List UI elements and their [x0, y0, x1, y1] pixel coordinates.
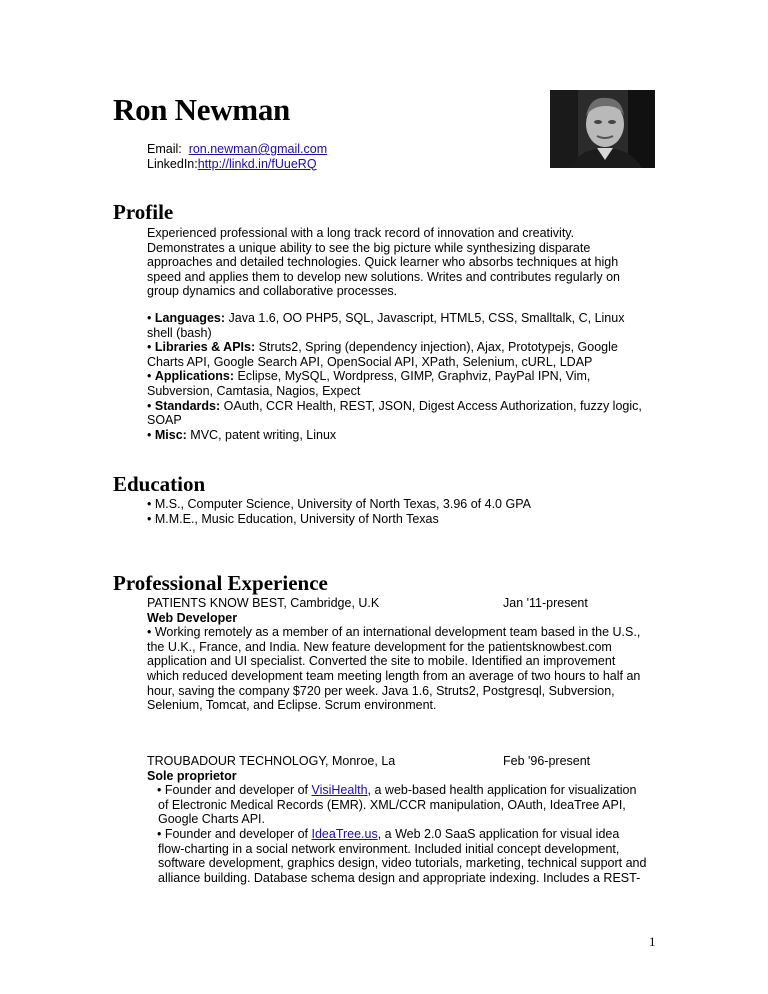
email-link[interactable]: ron.newman@gmail.com [188, 142, 328, 156]
education-item: • M.S., Computer Science, University of North Texas, 3.96 of 4.0 GPA [147, 497, 531, 511]
job-line: software development, graphics design, video tutorials, marketing, technical support and [158, 856, 647, 871]
skill-standards: • Standards: OAuth, CCR Health, REST, JSON, Digest Access Authorization, fuzzy logic, SOAP [147, 398, 642, 428]
email-label: Email: [147, 142, 182, 156]
job-line: the U.K., France, and India. New feature development for the patientsknowbest.com [147, 639, 612, 654]
job-line: which reduced development team meeting length from an average of two hours to half an [147, 668, 641, 683]
job-line: application and UI specialist. Converted the site to mobile. Identified an improvement [147, 654, 616, 669]
job-header [147, 754, 657, 769]
email-line [147, 142, 327, 157]
job-title: Web Developer [147, 610, 238, 625]
profile-section [147, 226, 657, 442]
contact-block [147, 142, 327, 171]
linkedin-link[interactable]: http://linkd.in/fUueRQ [197, 156, 317, 171]
experience-heading: Professional Experience [113, 571, 328, 595]
profile-heading: Profile [113, 200, 174, 224]
job-dates: Feb '96-present [503, 754, 591, 768]
job-line: alliance building. Database schema design and appropriate indexing. Includes a REST- [158, 870, 641, 885]
job-bullet: • Founder and developer of VisiHealth, a web-based health application for visualization [157, 783, 637, 798]
job-line: Google Charts API. [158, 812, 266, 827]
portrait-photo [550, 90, 655, 168]
job-troubadour-technology [147, 754, 657, 885]
summary-line: Demonstrates a unique ability to see the big picture while synthesizing disparate [147, 240, 591, 255]
skill-misc: • Misc: MVC, patent writing, Linux [147, 427, 337, 442]
education-item: • M.M.E., Music Education, University of North Texas [147, 511, 439, 526]
job-company: TROUBADOUR TECHNOLOGY, Monroe, La [147, 754, 396, 768]
job-dates: Jan '11-present [503, 596, 588, 610]
summary-line: approaches and detailed technologies. Quick learner who absorbs techniques at high [147, 255, 619, 270]
job-line: flow-charting in a social network environment. Included initial concept development, [158, 841, 620, 856]
job-line: hour, saving the company $720 per week. Java 1.6, Struts2, Postgresql, Subversion, [147, 683, 615, 698]
skill-applications: • Applications: Eclipse, MySQL, Wordpress, GIMP, Graphviz, PayPal IPN, Vim, Subversion, Camtasia, Nagios, Expect [147, 369, 591, 398]
linkedin-label: LinkedIn: [147, 156, 198, 171]
job-patients-know-best [147, 596, 657, 713]
job-line: • Working remotely as a member of an international development team based in the U.S., [147, 625, 641, 640]
job-line: of Electronic Medical Records (EMR). XML/CCR manipulation, OAuth, IdeaTree API, [158, 797, 626, 812]
job-title: Sole proprietor [147, 768, 237, 783]
visihealth-link[interactable]: VisiHealth [311, 783, 368, 798]
job-company: PATIENTS KNOW BEST, Cambridge, U.K [147, 596, 380, 610]
job-header [147, 596, 657, 611]
skill-languages: • Languages: Java 1.6, OO PHP5, SQL, Javascript, HTML5, CSS, Smalltalk, C, Linux shell (bash) [147, 310, 625, 340]
education-section [147, 497, 657, 526]
summary-line: group dynamics and collaborative processes. [147, 284, 398, 299]
linkedin-line [147, 157, 327, 172]
skill-libraries: • Libraries & APIs: Struts2, Spring (dependency injection), Ajax, Prototypejs, Google Charts API, Google Search API, OpenSocial API, XPath, Selenium, cURL, LDAP [147, 340, 618, 369]
job-bullet: • Founder and developer of IdeaTree.us, a Web 2.0 SaaS application for visual idea [157, 826, 620, 841]
ideatree-link[interactable]: IdeaTree.us [311, 826, 378, 841]
job-line: Selenium, Tomcat, and Eclipse. Scrum environment. [147, 698, 437, 713]
summary-line: speed and applies them to develop new solutions. Writes and contributes regularly on [147, 269, 620, 284]
candidate-name: Ron Newman [113, 92, 290, 127]
page-number: 1 [649, 934, 656, 949]
summary-line: Experienced professional with a long track record of innovation and creativity. [147, 226, 575, 240]
education-heading: Education [113, 472, 206, 496]
